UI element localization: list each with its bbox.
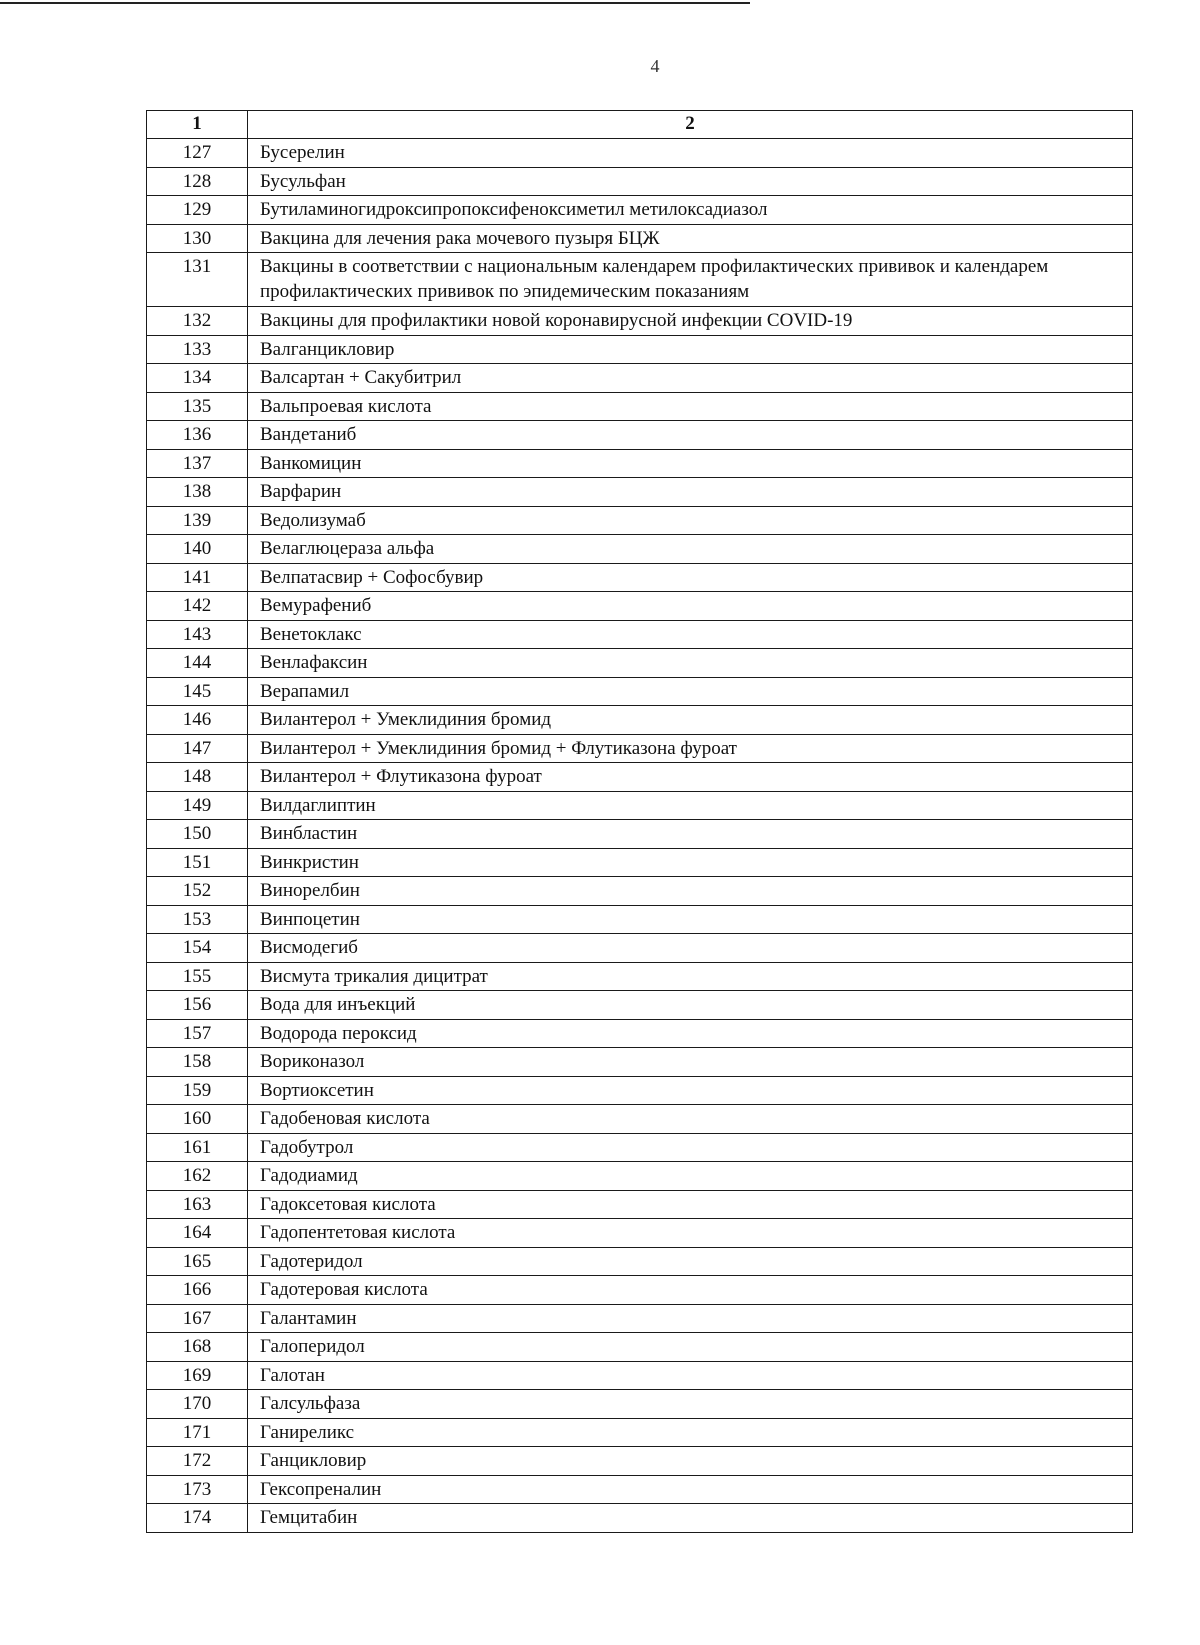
row-number: 167 <box>147 1304 248 1333</box>
row-number: 154 <box>147 934 248 963</box>
table-row <box>147 1418 1133 1447</box>
table-row <box>147 224 1133 253</box>
table-row <box>147 253 1133 307</box>
drug-name: Венлафаксин <box>248 649 1133 678</box>
row-number: 133 <box>147 335 248 364</box>
table-row <box>147 962 1133 991</box>
table-body <box>147 139 1133 1533</box>
table-row <box>147 1304 1133 1333</box>
drug-name: Вилдаглиптин <box>248 791 1133 820</box>
table-row <box>147 763 1133 792</box>
row-number: 131 <box>147 253 248 307</box>
table-row <box>147 1019 1133 1048</box>
table-row <box>147 1504 1133 1533</box>
drug-name: Гадотеридол <box>248 1247 1133 1276</box>
drug-name: Валганцикловир <box>248 335 1133 364</box>
table-row <box>147 478 1133 507</box>
row-number: 160 <box>147 1105 248 1134</box>
drug-name: Галантамин <box>248 1304 1133 1333</box>
row-number: 148 <box>147 763 248 792</box>
row-number: 128 <box>147 167 248 196</box>
drug-name: Вориконазол <box>248 1048 1133 1077</box>
drug-name: Гадобеновая кислота <box>248 1105 1133 1134</box>
row-number: 163 <box>147 1190 248 1219</box>
row-number: 141 <box>147 563 248 592</box>
drug-name: Вода для инъекций <box>248 991 1133 1020</box>
drug-name: Бусульфан <box>248 167 1133 196</box>
drug-name: Вилантерол + Умеклидиния бромид <box>248 706 1133 735</box>
row-number: 144 <box>147 649 248 678</box>
drug-name: Висмодегиб <box>248 934 1133 963</box>
drug-name: Галсульфаза <box>248 1390 1133 1419</box>
row-number: 168 <box>147 1333 248 1362</box>
table-row <box>147 1133 1133 1162</box>
table-row <box>147 934 1133 963</box>
table-row <box>147 167 1133 196</box>
drug-name: Ганцикловир <box>248 1447 1133 1476</box>
drug-name: Вемурафениб <box>248 592 1133 621</box>
table-row <box>147 649 1133 678</box>
drug-name: Венетоклакс <box>248 620 1133 649</box>
row-number: 139 <box>147 506 248 535</box>
drug-name: Вакцины в соответствии с национальным календарем профилактических прививок и календарем профилактических прививок по эпидемическим показаниям <box>248 253 1133 307</box>
table-row <box>147 848 1133 877</box>
drug-name: Верапамил <box>248 677 1133 706</box>
table-row <box>147 1247 1133 1276</box>
table-row <box>147 1219 1133 1248</box>
drug-name: Водорода пероксид <box>248 1019 1133 1048</box>
row-number: 173 <box>147 1475 248 1504</box>
row-number: 130 <box>147 224 248 253</box>
drug-name: Варфарин <box>248 478 1133 507</box>
table-row <box>147 421 1133 450</box>
table-row <box>147 1475 1133 1504</box>
row-number: 153 <box>147 905 248 934</box>
row-number: 129 <box>147 196 248 225</box>
table-row <box>147 877 1133 906</box>
drug-name: Вакцины для профилактики новой коронавирусной инфекции COVID-19 <box>248 307 1133 336</box>
row-number: 149 <box>147 791 248 820</box>
table-row <box>147 335 1133 364</box>
drug-name: Гексопреналин <box>248 1475 1133 1504</box>
row-number: 137 <box>147 449 248 478</box>
row-number: 159 <box>147 1076 248 1105</box>
table-row <box>147 1361 1133 1390</box>
table-row <box>147 991 1133 1020</box>
table-row <box>147 1333 1133 1362</box>
table-row <box>147 1390 1133 1419</box>
row-number: 158 <box>147 1048 248 1077</box>
drug-name: Винбластин <box>248 820 1133 849</box>
row-number: 170 <box>147 1390 248 1419</box>
row-number: 166 <box>147 1276 248 1305</box>
drug-name: Винкристин <box>248 848 1133 877</box>
row-number: 147 <box>147 734 248 763</box>
table-row <box>147 1076 1133 1105</box>
drug-name: Вилантерол + Умеклидиния бромид + Флутиказона фуроат <box>248 734 1133 763</box>
row-number: 132 <box>147 307 248 336</box>
row-number: 151 <box>147 848 248 877</box>
row-number: 134 <box>147 364 248 393</box>
table-row <box>147 1048 1133 1077</box>
table-row <box>147 1447 1133 1476</box>
row-number: 164 <box>147 1219 248 1248</box>
drug-name: Валсартан + Сакубитрил <box>248 364 1133 393</box>
column-header-name: 2 <box>248 111 1133 139</box>
drug-name: Вортиоксетин <box>248 1076 1133 1105</box>
table-row <box>147 706 1133 735</box>
table-row <box>147 1276 1133 1305</box>
table-row <box>147 620 1133 649</box>
row-number: 155 <box>147 962 248 991</box>
drug-name: Винорелбин <box>248 877 1133 906</box>
table-row <box>147 592 1133 621</box>
row-number: 174 <box>147 1504 248 1533</box>
page-number: 4 <box>650 56 660 76</box>
drug-name: Винпоцетин <box>248 905 1133 934</box>
table-row <box>147 506 1133 535</box>
drug-name: Вальпроевая кислота <box>248 392 1133 421</box>
drug-name: Гадодиамид <box>248 1162 1133 1191</box>
table-row <box>147 139 1133 168</box>
table-row <box>147 364 1133 393</box>
table-row <box>147 820 1133 849</box>
row-number: 136 <box>147 421 248 450</box>
row-number: 143 <box>147 620 248 649</box>
row-number: 172 <box>147 1447 248 1476</box>
table-row <box>147 392 1133 421</box>
row-number: 127 <box>147 139 248 168</box>
row-number: 152 <box>147 877 248 906</box>
drug-name: Вилантерол + Флутиказона фуроат <box>248 763 1133 792</box>
row-number: 169 <box>147 1361 248 1390</box>
table-row <box>147 535 1133 564</box>
row-number: 140 <box>147 535 248 564</box>
drug-name: Галотан <box>248 1361 1133 1390</box>
row-number: 146 <box>147 706 248 735</box>
row-number: 142 <box>147 592 248 621</box>
drug-name: Висмута трикалия дицитрат <box>248 962 1133 991</box>
table-row <box>147 563 1133 592</box>
drug-name: Ванкомицин <box>248 449 1133 478</box>
table-header-row <box>147 111 1133 139</box>
row-number: 165 <box>147 1247 248 1276</box>
row-number: 161 <box>147 1133 248 1162</box>
drug-name: Гадоксетовая кислота <box>248 1190 1133 1219</box>
table-row <box>147 734 1133 763</box>
column-header-number: 1 <box>147 111 248 139</box>
table-row <box>147 905 1133 934</box>
drug-name: Ведолизумаб <box>248 506 1133 535</box>
drug-name: Бусерелин <box>248 139 1133 168</box>
row-number: 135 <box>147 392 248 421</box>
row-number: 157 <box>147 1019 248 1048</box>
table-row <box>147 196 1133 225</box>
drug-name: Гадобутрол <box>248 1133 1133 1162</box>
drug-name: Ганирeликс <box>248 1418 1133 1447</box>
table-row <box>147 449 1133 478</box>
row-number: 162 <box>147 1162 248 1191</box>
drug-name: Гадопентетовая кислота <box>248 1219 1133 1248</box>
table-row <box>147 307 1133 336</box>
table-row <box>147 791 1133 820</box>
row-number: 138 <box>147 478 248 507</box>
drug-name: Бутиламиногидроксипропоксифеноксиметил метилоксадиазол <box>248 196 1133 225</box>
drug-name: Велаглюцераза альфа <box>248 535 1133 564</box>
drug-name: Вандетаниб <box>248 421 1133 450</box>
table-row <box>147 677 1133 706</box>
row-number: 171 <box>147 1418 248 1447</box>
drug-name: Велпатасвир + Софосбувир <box>248 563 1133 592</box>
row-number: 156 <box>147 991 248 1020</box>
row-number: 150 <box>147 820 248 849</box>
table-row <box>147 1105 1133 1134</box>
drug-name: Галоперидол <box>248 1333 1133 1362</box>
table-row <box>147 1162 1133 1191</box>
drug-list-table <box>146 110 1133 1533</box>
top-rule <box>0 2 750 4</box>
drug-name: Гадотеровая кислота <box>248 1276 1133 1305</box>
table-row <box>147 1190 1133 1219</box>
row-number: 145 <box>147 677 248 706</box>
drug-name: Вакцина для лечения рака мочевого пузыря БЦЖ <box>248 224 1133 253</box>
drug-name: Гемцитабин <box>248 1504 1133 1533</box>
